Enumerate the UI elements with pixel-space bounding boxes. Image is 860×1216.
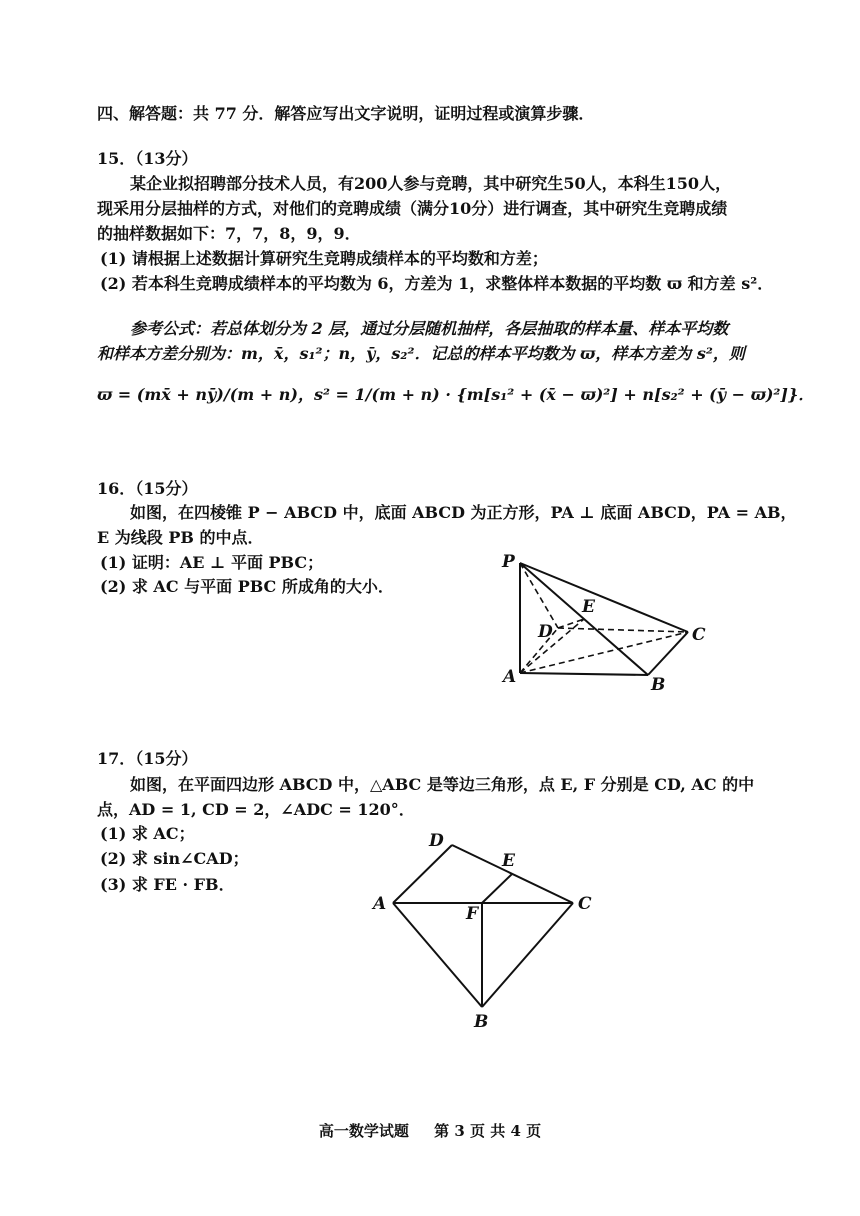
label-P: P <box>502 552 515 572</box>
q16-part-1: (1) 证明：AE ⊥ 平面 PBC； <box>100 553 324 572</box>
q15-part-1: (1) 请根据上述数据计算研究生竞聘成绩样本的平均数和方差； <box>100 249 548 268</box>
segment-FE <box>482 874 512 903</box>
segment-AD <box>393 845 452 903</box>
label-E: E <box>502 851 515 871</box>
page-footer <box>0 1120 860 1141</box>
q17-body-line-1: 如图，在平面四边形 ABCD 中，△ABC 是等边三角形，点 E, F 分别是 CD, AC 的中 <box>130 775 755 794</box>
label-A: A <box>503 667 517 687</box>
q16-body-line-1: 如图，在四棱锥 P − ABCD 中，底面 ABCD 为正方形，PA ⊥ 底面 ABCD，PA = AB， <box>130 503 797 522</box>
q17-part-1: (1) 求 AC； <box>100 824 195 843</box>
q17-part-3: (3) 求 FE · FB． <box>100 875 235 894</box>
footer-page-number: 第 3 页 共 4 页 <box>434 1122 542 1140</box>
label-B: B <box>474 1012 489 1032</box>
q15-reference-line-2: 和样本方差分别为：m，x̄，s₁²；n，ȳ，s₂²．记总的样本平均数为 ϖ，样本方差为 s²，则 <box>97 344 745 363</box>
q15-body-line-2: 现采用分层抽样的方式，对他们的竞聘成绩（满分10分）进行调查，其中研究生竞聘成绩 <box>97 199 728 218</box>
label-F: F <box>466 904 479 924</box>
label-D: D <box>538 622 553 642</box>
q15-part-2: (2) 若本科生竞聘成绩样本的平均数为 6，方差为 1，求整体样本数据的平均数 ϖ 和方差 s²． <box>100 274 774 293</box>
q17-part-2: (2) 求 sin∠CAD； <box>100 849 249 868</box>
footer-title: 高一数学试题 <box>318 1122 409 1140</box>
q17-body-line-2: 点，AD = 1, CD = 2，∠ADC = 120°． <box>97 800 415 819</box>
q15-body-line-1: 某企业拟招聘部分技术人员，有200人参与竞聘，其中研究生50人，本科生150人， <box>130 174 732 193</box>
label-C: C <box>578 894 592 914</box>
segment-CB <box>482 903 573 1007</box>
label-B: B <box>651 675 666 695</box>
q15-reference-formula: ϖ = (mx̄ + nȳ)/(m + n)，s² = 1/(m + n) · {m[s₁² + (x̄ − ϖ)²] + n[s₂² + (ȳ − ϖ)²]}． <box>97 385 815 404</box>
q15-reference-line-1: 参考公式：若总体划分为 2 层，通过分层随机抽样，各层抽取的样本量、样本平均数 <box>130 319 729 338</box>
q16-body-line-2: E 为线段 PB 的中点． <box>97 528 264 547</box>
label-E: E <box>582 597 595 617</box>
q15-body-line-3: 的抽样数据如下：7，7，8，9，9． <box>97 224 361 243</box>
q16-heading: 16．（15分） <box>97 479 198 498</box>
label-D: D <box>429 831 444 851</box>
q15-heading: 15．（13分） <box>97 149 198 168</box>
q17-heading: 17．（15分） <box>97 749 198 768</box>
label-C: C <box>692 625 706 645</box>
label-A: A <box>373 894 387 914</box>
q16-part-2: (2) 求 AC 与平面 PBC 所成角的大小． <box>100 577 394 596</box>
section-header: 四、解答题：共 77 分．解答应写出文字说明，证明过程或演算步骤． <box>97 104 595 123</box>
